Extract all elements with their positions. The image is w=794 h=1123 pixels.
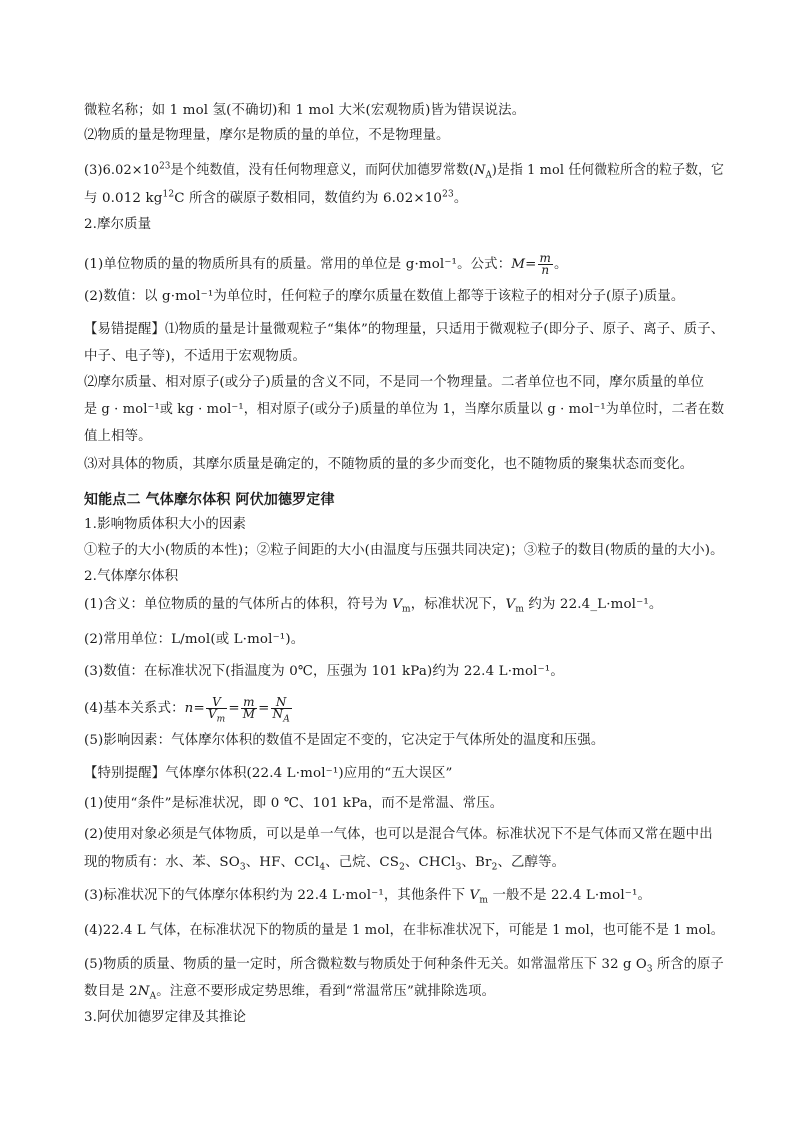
text-line: ①粒子的大小(物质的本性)；②粒子间距的大小(由温度与压强共同决定)；③粒子的数目(物质的量的大小)。 (84, 543, 724, 558)
text: 、HF、CCl (245, 855, 320, 870)
text: 。注意不要形成定势思维，看到“常温常压”就排除选项。 (156, 984, 496, 999)
text-line (84, 596, 724, 614)
text: = (193, 701, 205, 716)
text: 现的物质有：水、苯、SO (84, 855, 240, 870)
text: (5)物质的质量、物质的量一定时，所含微粒数与物质处于何种条件无关。如常温常压下 32 g O (84, 957, 647, 972)
text-line (84, 695, 724, 725)
text: 、己烷、CS (325, 855, 400, 870)
text: C 所含的碳原子数相同，数值约为 6.02×10 (174, 191, 443, 206)
formula-symbol: V (505, 597, 516, 612)
formula-symbol: V (392, 597, 403, 612)
denominator: M (242, 707, 256, 721)
text: 与 0.012 kg (84, 191, 163, 206)
text: (3)标准状况下的气体摩尔体积约为 22.4 L·mol⁻¹，其他条件下 (84, 888, 470, 903)
subscript: m (515, 604, 525, 615)
subscript: m (402, 604, 411, 615)
superscript: 23 (159, 161, 171, 172)
superscript: 12 (162, 189, 175, 200)
text: (1)单位物质的量的物质所具有的质量。常用的单位是 g·mol⁻¹。公式： (84, 257, 512, 272)
subscript: m (479, 895, 489, 906)
text: (1)含义：单位物质的量的气体所占的体积，符号为 (84, 597, 393, 612)
text: (3)6.02×10 (84, 163, 160, 178)
text-line (84, 253, 724, 276)
text: 一般不是 22.4 L·mol⁻¹。 (488, 888, 652, 903)
subscript: 3 (455, 862, 462, 873)
text-line: 微粒名称；如 1 mol 氢(不确切)和 1 mol 大米(宏观物质)皆为错误说法。 (84, 103, 526, 118)
section-title: 2.摩尔质量 (84, 217, 152, 232)
text: 数目是 2 (84, 984, 138, 999)
text: 约为 22.4_L·mol⁻¹。 (524, 597, 663, 612)
text-line (84, 956, 724, 975)
text-line: ⑵物质的量是物理量，摩尔是物质的量的单位，不是物理量。 (84, 128, 450, 143)
text-line (84, 887, 724, 905)
text-line (84, 161, 724, 181)
subscript: A (283, 714, 290, 725)
subscript: 3 (646, 964, 653, 975)
formula-symbol: n (184, 701, 194, 716)
text-line: (1)使用“条件”是标准状况，即 0 ℃、101 kPa，而不是常温、常压。 (84, 796, 504, 811)
text: = (228, 701, 240, 716)
topic-heading: 知能点二 气体摩尔体积 阿伏加德罗定律 (84, 492, 335, 508)
text-line: (2)常用单位：L/mol(或 L·mol⁻¹)。 (84, 632, 305, 647)
formula-symbol: M (511, 257, 526, 272)
text: 、CHCl (405, 855, 456, 870)
fraction (538, 253, 554, 276)
text-line: (2)使用对象必须是气体物质，可以是单一气体，也可以是混合气体。标准状况下不是气体而又常在题中出 (84, 827, 713, 842)
text: 所含的原子 (652, 957, 724, 972)
text: 。 (453, 191, 468, 206)
subscript: 4 (319, 862, 326, 873)
text-line (84, 190, 724, 208)
subscript: 2 (491, 862, 498, 873)
section-title: 3.阿伏加德罗定律及其推论 (84, 1010, 247, 1025)
section-title: 2.气体摩尔体积 (84, 569, 179, 584)
text: 。 (554, 257, 568, 272)
fraction (206, 695, 228, 725)
text-line: (4)22.4 L 气体，在标准状况下的物质的量是 1 mol，在非标准状况下，可能是 1 mol，也可能不是 1 mol。 (84, 923, 724, 938)
numerator: m (539, 251, 552, 265)
avogadro-symbol: N (474, 163, 486, 178)
note-line: 【易错提醒】⑴物质的量是计量微观粒子“集体”的物理量，只适用于微观粒子(即分子、原子、离子、质子、 (84, 322, 725, 337)
text-line: ⑵摩尔质量、相对原子(或分子)质量的含义不同，不是同一个物理量。二者单位也不同，摩尔质量的单位 (84, 375, 705, 390)
denominator (271, 707, 292, 725)
text: = (258, 701, 270, 716)
subscript: A (485, 170, 492, 181)
text-line: (3)数值：在标准状况下(指温度为 0℃，压强为 101 kPa)约为 22.4 L·mol⁻¹。 (84, 664, 564, 679)
denominator (206, 707, 228, 725)
fraction (271, 695, 292, 725)
subscript: 2 (399, 862, 405, 873)
text: 是个纯数值，没有任何物理意义，而阿伏加德罗常数( (170, 163, 475, 178)
text-line (84, 854, 724, 872)
text-line: 值上相等。 (84, 429, 152, 444)
numerator: V (206, 697, 228, 709)
text-line: 中子、电子等)，不适用于宏观物质。 (84, 349, 307, 364)
text: N (272, 707, 284, 721)
text-line: (2)数值：以 g·mol⁻¹为单位时，任何粒子的摩尔质量在数值上都等于该粒子的相对分子(原子)质量。 (84, 289, 685, 304)
numerator: N (271, 697, 292, 709)
denominator: n (541, 263, 550, 277)
avogadro-symbol: N (137, 984, 150, 999)
text-line: ⑶对具体的物质，其摩尔质量是确定的，不随物质的量的多少而变化，也不随物质的聚集状态而变化。 (84, 457, 694, 472)
text-line: 是 g · mol⁻¹或 kg · mol⁻¹，相对原子(或分子)质量的单位为 1，当摩尔质量以 g · mol⁻¹为单位时，二者在数 (84, 402, 725, 417)
subscript: A (149, 991, 157, 1002)
text-line: (5)影响因素：气体摩尔体积的数值不是固定不变的，它决定于气体所处的温度和压强。 (84, 733, 605, 748)
text: 是指 1 mol 任何微粒所含的粒子数，它 (496, 163, 724, 178)
subscript: m (216, 714, 226, 725)
text: ，标准状况下， (410, 597, 506, 612)
text: = (525, 257, 537, 272)
text-line (84, 983, 724, 1001)
text: ) (491, 163, 497, 178)
numerator: m (241, 697, 257, 709)
formula-symbol: V (469, 888, 480, 903)
fraction (241, 697, 257, 720)
subscript: 3 (239, 862, 246, 873)
text: V (207, 707, 217, 721)
text: (4)基本关系式： (84, 701, 185, 716)
superscript: 23 (442, 189, 454, 200)
text: 、乙醇等。 (497, 855, 566, 870)
note-line: 【特别提醒】气体摩尔体积(22.4 L·mol⁻¹)应用的“五大误区” (84, 766, 453, 781)
text: 、Br (461, 855, 492, 870)
section-title: 1.影响物质体积大小的因素 (84, 517, 247, 532)
